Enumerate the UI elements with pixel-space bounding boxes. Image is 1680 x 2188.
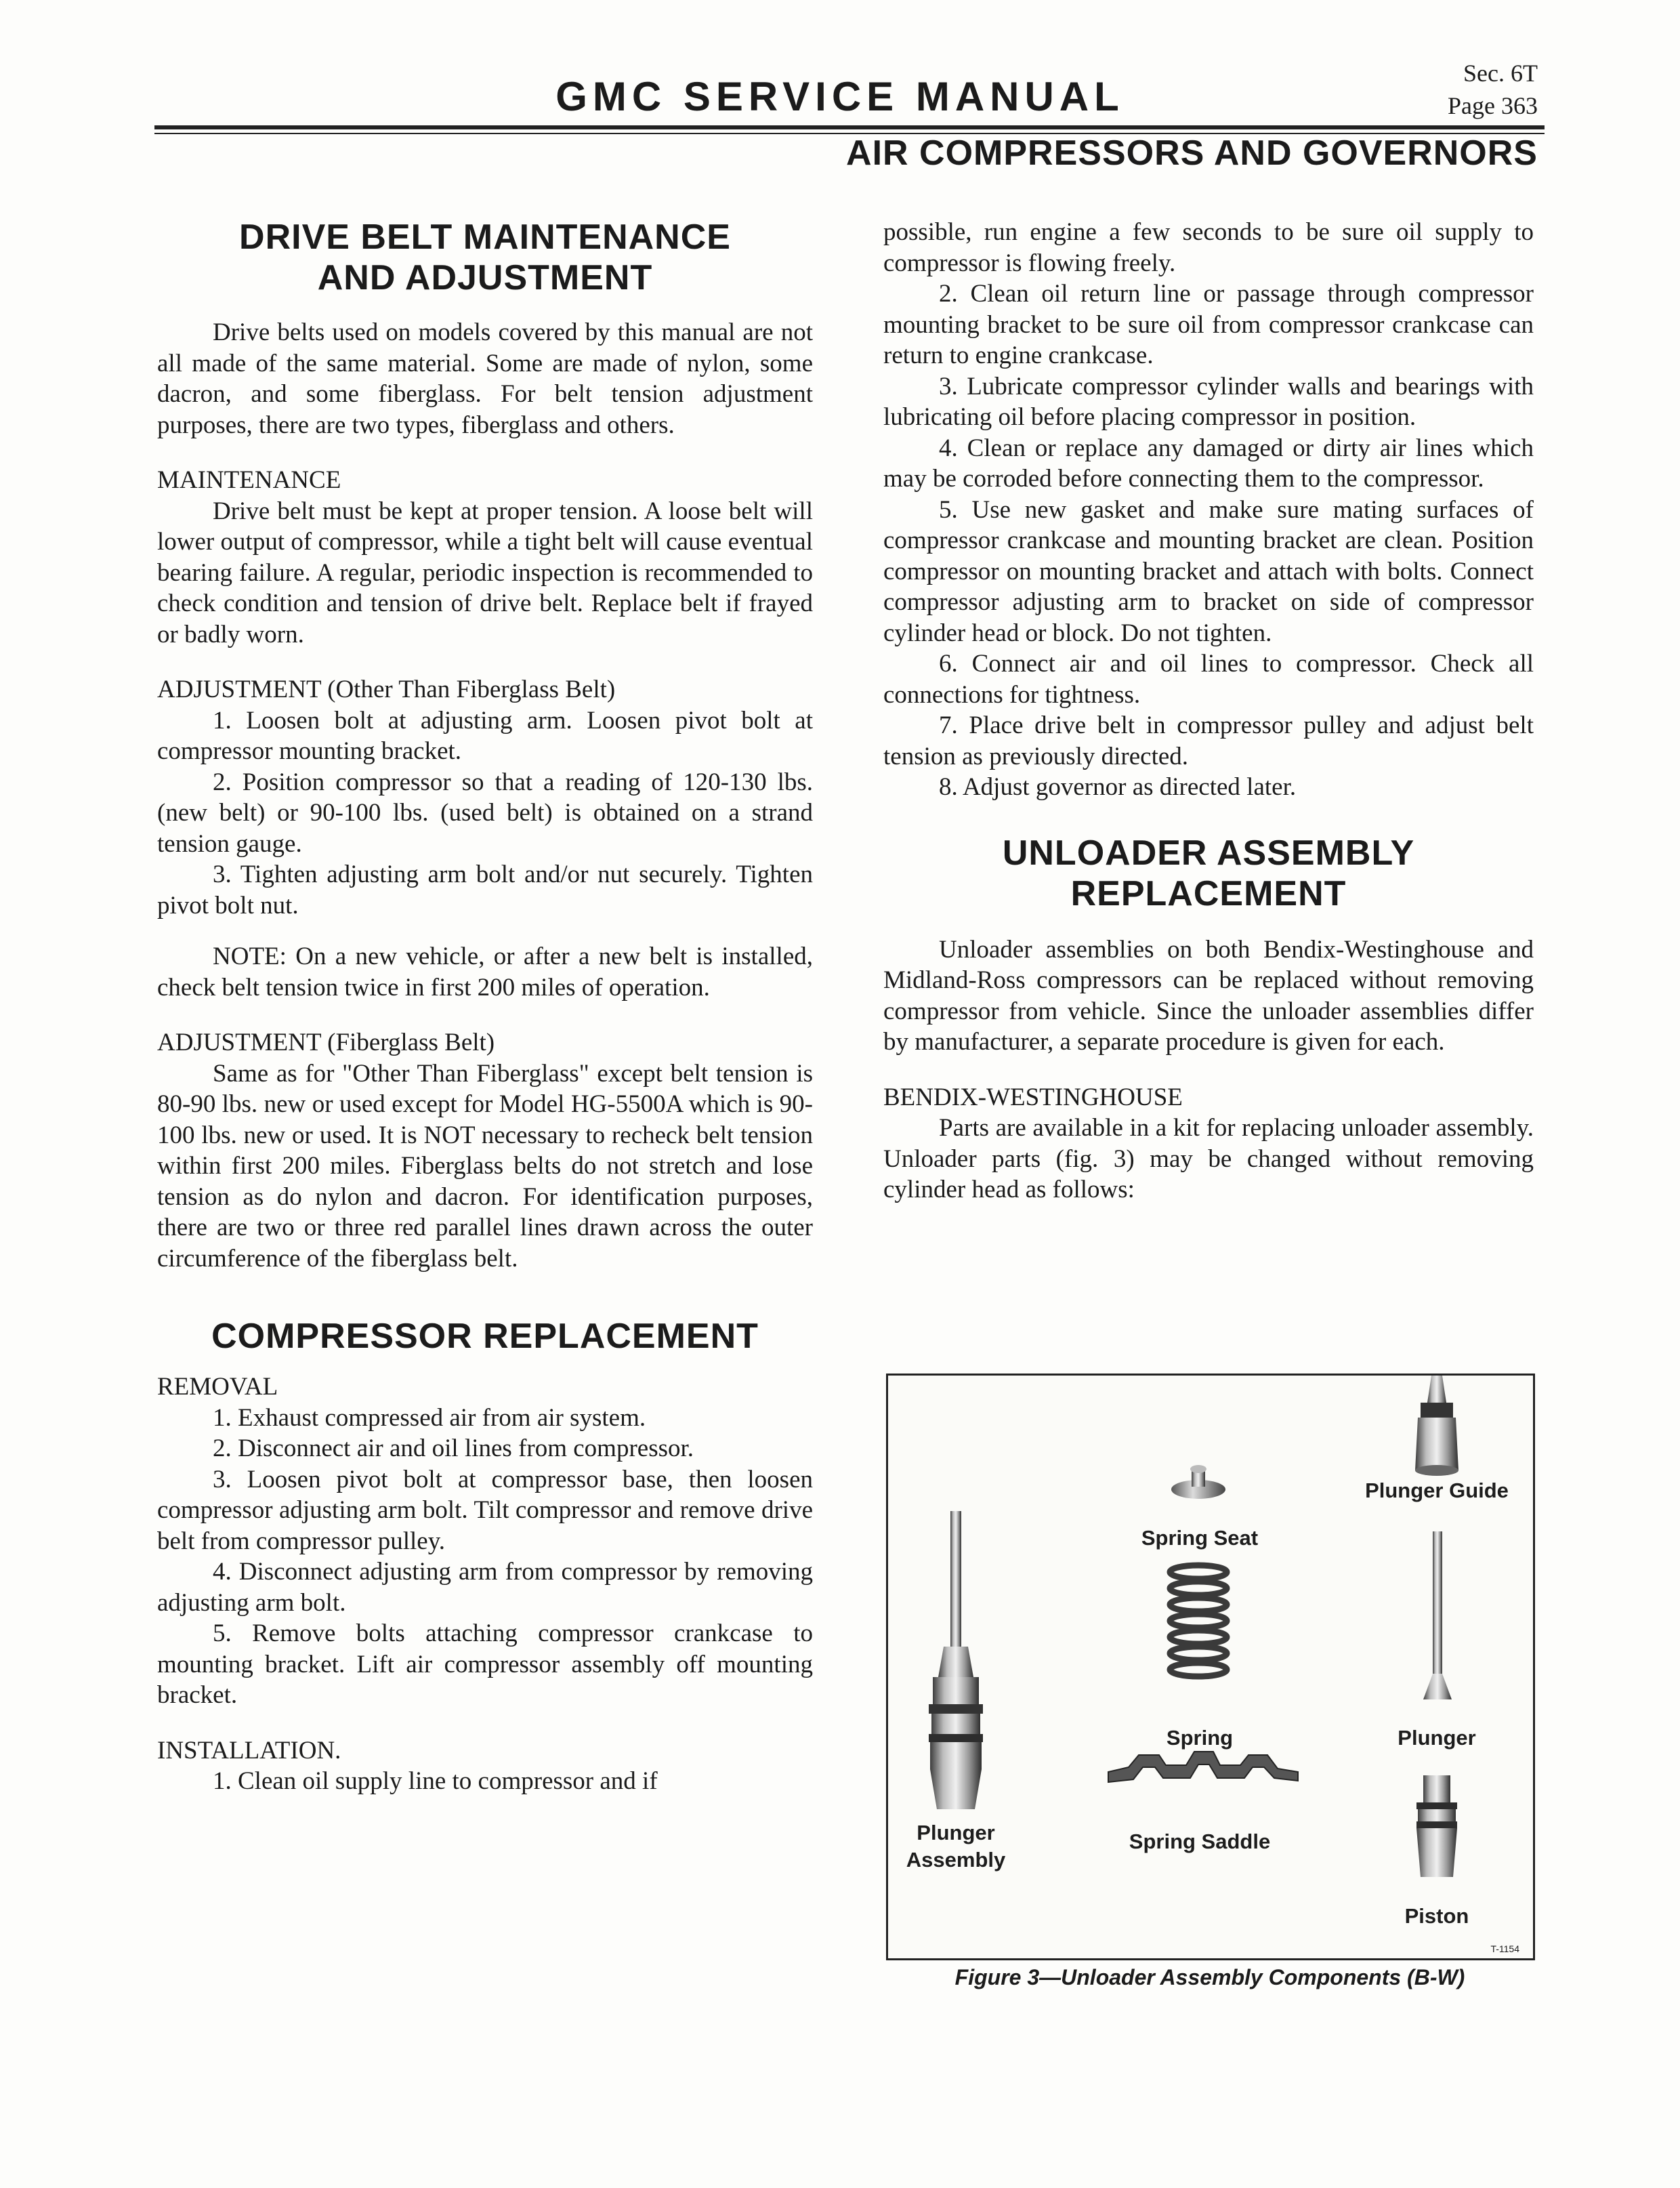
unloader-title xyxy=(883,833,1534,914)
spring-saddle-part xyxy=(1108,1752,1298,1782)
removal-step-1: 1. Exhaust compressed air from air system. xyxy=(213,1403,646,1432)
section-page-number xyxy=(1448,57,1538,122)
bendix-westinghouse-heading: BENDIX-WESTINGHOUSE xyxy=(883,1083,1183,1111)
drive-belt-title-line-2: AND ADJUSTMENT xyxy=(317,258,653,297)
label-plunger: Plunger xyxy=(1398,1726,1476,1750)
installation-step-1-continued: possible, run engine a few seconds to be sure oil supply to compressor is flowing freely. xyxy=(883,218,1534,277)
label-plunger-assembly-line-2: Assembly xyxy=(906,1848,1006,1872)
label-spring-seat: Spring Seat xyxy=(1141,1526,1259,1550)
installation-step-4: 4. Clean or replace any damaged or dirty air lines which may be corroded before connecting them to the compressor. xyxy=(883,434,1534,493)
installation-step-5: 5. Use new gasket and make sure mating surfaces of compressor crankcase and mounting bracket are clean. Position compressor on mounting bracket and attach with bolts. Connect compressor adjusting arm to bracket on side of compressor cylinder head or block. Do not tighten. xyxy=(883,495,1534,647)
installation-step-6: 6. Connect air and oil lines to compressor. Check all connections for tightness. xyxy=(883,650,1534,709)
label-piston: Piston xyxy=(1404,1904,1469,1928)
compressor-replacement-title: COMPRESSOR REPLACEMENT xyxy=(211,1317,759,1356)
spring-seat-part xyxy=(1171,1465,1225,1499)
spring-part xyxy=(1170,1565,1227,1676)
removal-step-3: 3. Loosen pivot bolt at compressor base, then loosen compressor adjusting arm bolt. Tilt compressor and remove drive belt from compressor pulley. xyxy=(157,1465,813,1555)
adjustment-other-step-1: 1. Loosen bolt at adjusting arm. Loosen pivot bolt at compressor mounting bracket. xyxy=(157,706,813,765)
right-column xyxy=(883,217,1534,1205)
adjustment-other-step-3: 3. Tighten adjusting arm bolt and/or nut securely. Tighten pivot bolt nut. xyxy=(157,861,813,920)
note-paragraph: NOTE: On a new vehicle, or after a new belt is installed, check belt tension twice in first 200 miles of operation. xyxy=(157,943,813,1002)
installation-step-7: 7. Place drive belt in compressor pulley and adjust belt tension as previously directed. xyxy=(883,711,1534,770)
adjustment-fiberglass-heading: ADJUSTMENT (Fiberglass Belt) xyxy=(157,1029,495,1056)
section-title: AIR COMPRESSORS AND GOVERNORS xyxy=(846,133,1538,173)
unloader-title-line-1: UNLOADER ASSEMBLY xyxy=(1002,833,1415,873)
installation-step-8: 8. Adjust governor as directed later. xyxy=(939,773,1297,801)
maintenance-heading: MAINTENANCE xyxy=(157,466,341,494)
figure-unloader-components xyxy=(886,1374,1535,1960)
figure-caption: Figure 3—Unloader Assembly Components (B-W) xyxy=(954,1965,1465,1989)
removal-heading: REMOVAL xyxy=(157,1373,278,1401)
adjustment-other-heading: ADJUSTMENT (Other Than Fiberglass Belt) xyxy=(157,676,616,703)
label-spring: Spring xyxy=(1166,1726,1234,1750)
removal-step-4: 4. Disconnect adjusting arm from compressor by removing adjusting arm bolt. xyxy=(157,1558,813,1617)
page-number: Page 363 xyxy=(1448,92,1538,119)
installation-step-2: 2. Clean oil return line or passage through compressor mounting bracket to be sure oil from compressor crankcase can return to engine crankcase. xyxy=(883,280,1534,369)
drive-belt-title xyxy=(157,217,813,298)
adjustment-other-step-2: 2. Position compressor so that a reading of 120-130 lbs. (new belt) or 90-100 lbs. (used belt) is obtained on a strand tension gauge. xyxy=(157,768,813,858)
piston-part xyxy=(1416,1775,1457,1877)
section-number: Sec. 6T xyxy=(1463,60,1538,87)
unloader-intro: Unloader assemblies on both Bendix-Westinghouse and Midland-Ross compressors can be replaced without removing compressor from vehicle. Since the unloader assemblies differ by manufacturer, a separate procedure is given for each. xyxy=(883,935,1534,1056)
installation-heading: INSTALLATION. xyxy=(157,1736,341,1764)
label-spring-saddle: Spring Saddle xyxy=(1129,1830,1271,1853)
unloader-title-line-2: REPLACEMENT xyxy=(1070,873,1347,913)
header-rule-thick xyxy=(154,125,1545,129)
removal-step-2: 2. Disconnect air and oil lines from compressor. xyxy=(213,1434,694,1462)
label-plunger-assembly-line-1: Plunger xyxy=(917,1821,995,1844)
drive-belt-intro: Drive belts used on models covered by this manual are not all made of the same material. Some are made of nylon, some dacron, and some fiberglass. For belt tension adjustment purposes, there are two types, fiberglass and others. xyxy=(157,318,813,439)
bendix-westinghouse-text: Parts are available in a kit for replacing unloader assembly. Unloader parts (fig. 3) may be changed without removing cylinder head as follows: xyxy=(883,1114,1534,1203)
plunger-part xyxy=(1423,1531,1452,1699)
label-plunger-assembly xyxy=(902,1819,1010,1874)
label-plunger-guide: Plunger Guide xyxy=(1365,1479,1509,1502)
left-column xyxy=(157,217,813,1797)
plunger-guide-part xyxy=(1415,1376,1458,1476)
adjustment-fiberglass-text: Same as for "Other Than Fiberglass" except belt tension is 80-90 lbs. new or used except for Model HG-5500A which is 90-100 lbs. new or used. It is NOT necessary to recheck belt tension within first 200 miles. Fiberglass belts do not stretch and lose tension as do nylon and dacron. For identification purposes, there are two or three red parallel lines drawn across the outer circumference of the fiberglass belt. xyxy=(157,1059,813,1273)
drive-belt-title-line-1: DRIVE BELT MAINTENANCE xyxy=(239,218,731,257)
installation-step-3: 3. Lubricate compressor cylinder walls and bearings with lubricating oil before placing compressor in position. xyxy=(883,372,1534,431)
plunger-assembly-part xyxy=(929,1511,983,1809)
figure-id: T-1154 xyxy=(1490,1943,1519,1954)
manual-title: GMC SERVICE MANUAL xyxy=(555,74,1125,119)
installation-step-1: 1. Clean oil supply line to compressor and if xyxy=(213,1767,658,1795)
maintenance-text: Drive belt must be kept at proper tension. A loose belt will lower output of compressor, while a tight belt will cause eventual bearing failure. A regular, periodic inspection is recommended to check condition and tension of drive belt. Replace belt if frayed or badly worn. xyxy=(157,497,813,648)
removal-step-5: 5. Remove bolts attaching compressor crankcase to mounting bracket. Lift air compressor assembly off mounting bracket. xyxy=(157,1619,813,1709)
